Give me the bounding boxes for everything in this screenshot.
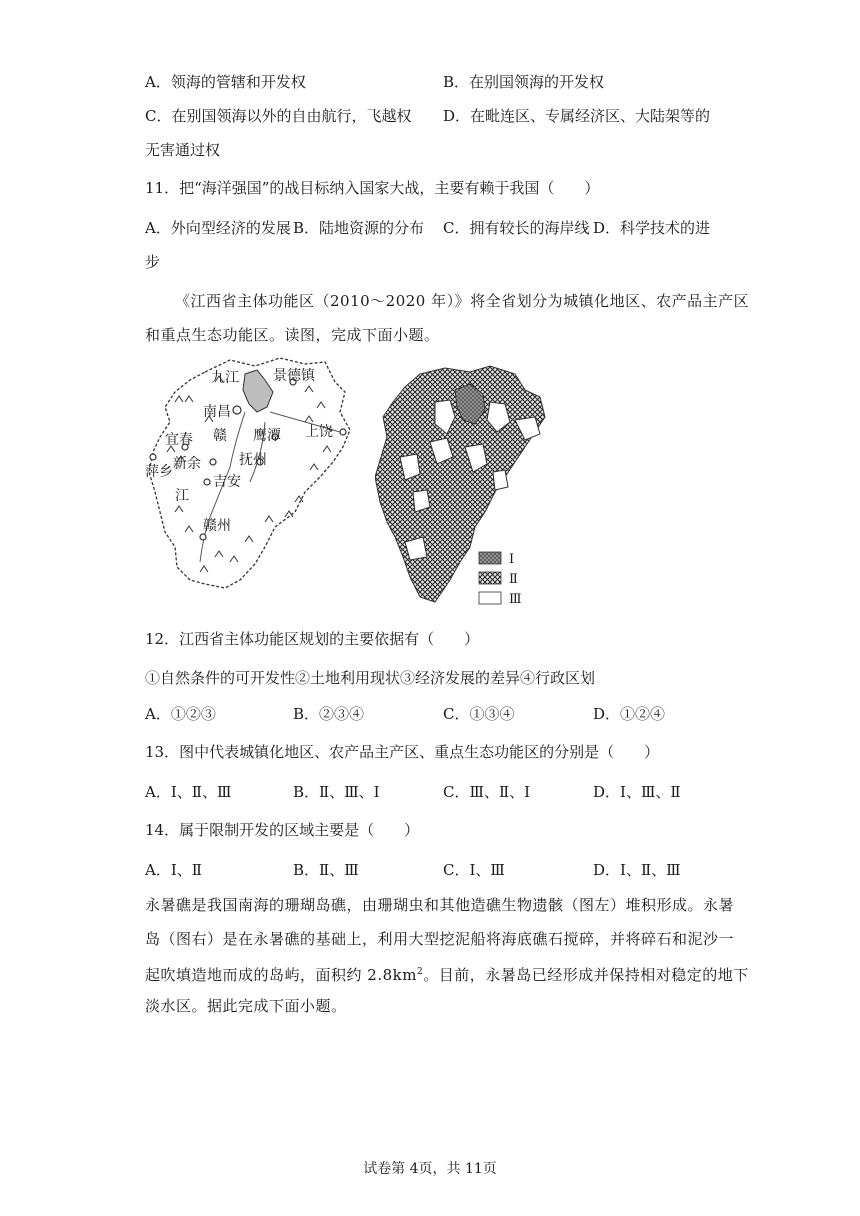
q11-option-a: A．外向型经济的发展 bbox=[145, 219, 291, 237]
legend-label-iii: Ⅲ bbox=[509, 592, 522, 607]
map-label-jiang: 江 bbox=[175, 488, 189, 504]
q12-option-b: B．②③④ bbox=[293, 705, 365, 723]
q13-option-a: A．Ⅰ、Ⅱ、Ⅲ bbox=[145, 783, 232, 801]
q12-option-d: D．①②④ bbox=[593, 705, 666, 723]
passage1-line1: 《江西省主体功能区（2010～2020 年）》将全省划分为城镇化地区、农产品主产区 bbox=[175, 292, 750, 310]
q14-option-b: B．Ⅱ、Ⅲ bbox=[293, 861, 359, 879]
q13-option-b: B．Ⅱ、Ⅲ、Ⅰ bbox=[293, 783, 380, 801]
city-label-xinyu: 新余 bbox=[173, 456, 201, 472]
area-unit-superscript: 2 bbox=[416, 967, 424, 977]
city-label-fuzhou: 抚州 bbox=[239, 452, 267, 468]
q10-option-b: B．在别国领海的开发权 bbox=[443, 73, 605, 91]
q11-stem: 11．把“海洋强国”的战目标纳入国家大战，主要有赖于我国（ ） bbox=[145, 179, 600, 197]
city-label-jiujiang: 九江 bbox=[211, 370, 239, 386]
jiangxi-cities-map bbox=[145, 352, 360, 600]
city-label-pingxiang: 萍乡 bbox=[145, 464, 173, 480]
city-label-yichun: 宜春 bbox=[165, 432, 193, 448]
q14-option-a: A．Ⅰ、Ⅱ bbox=[145, 861, 202, 879]
city-label-jingdezhen: 景德镇 bbox=[273, 368, 315, 384]
q11-option-d-continued: 步 bbox=[145, 253, 161, 271]
q12-option-c: C．①③④ bbox=[443, 705, 515, 723]
city-label-ganzhou: 赣州 bbox=[203, 518, 231, 534]
q11-option-c: C．拥有较长的海岸线 bbox=[443, 219, 590, 237]
q13-option-c: C．Ⅲ、Ⅱ、Ⅰ bbox=[443, 783, 531, 801]
q12-items: ①自然条件的可开发性②土地利用现状③经济发展的差异④行政区划 bbox=[145, 669, 596, 687]
passage2-line2: 岛（图右）是在永暑礁的基础上，利用大型挖泥船将海底礁石搅碎，并将碎石和泥沙一 bbox=[145, 930, 735, 948]
passage1-line2: 和重点生态功能区。读图，完成下面小题。 bbox=[145, 326, 440, 344]
passage2-line3-part2: 。目前，永暑岛已经形成并保持相对稳定的地下 bbox=[423, 966, 749, 984]
map-label-gan: 赣 bbox=[213, 428, 227, 444]
legend-label-i: Ⅰ bbox=[509, 552, 515, 567]
city-label-jian: 吉安 bbox=[213, 474, 241, 490]
q11-option-b: B．陆地资源的分布 bbox=[293, 219, 425, 237]
q14-option-c: C．Ⅰ、Ⅲ bbox=[443, 861, 505, 879]
passage2-line3 bbox=[145, 962, 749, 985]
legend-label-ii: Ⅱ bbox=[509, 572, 518, 587]
q13-stem: 13．图中代表城镇化地区、农产品主产区、重点生态功能区的分别是（ ） bbox=[145, 743, 660, 761]
legend-swatch-ii bbox=[479, 572, 501, 584]
passage2-line3-part1: 起吹填造地而成的岛屿，面积约 2.8km bbox=[145, 966, 417, 984]
page-footer: 试卷第 4页，共 11页 bbox=[363, 1161, 497, 1177]
q11-option-d: D．科学技术的进 bbox=[593, 219, 711, 237]
passage2-line1: 永暑礁是我国南海的珊瑚岛礁，由珊瑚虫和其他造礁生物遗骸（图左）堆积形成。永暑 bbox=[145, 896, 735, 914]
q12-stem: 12．江西省主体功能区规划的主要依据有（ ） bbox=[145, 630, 480, 648]
legend-swatch-iii bbox=[479, 592, 501, 604]
city-label-shangrao: 上饶 bbox=[305, 424, 333, 440]
q10-option-d-continued: 无害通过权 bbox=[145, 141, 221, 159]
q14-option-d: D．Ⅰ、Ⅱ、Ⅲ bbox=[593, 861, 681, 879]
city-label-nanchang: 南昌 bbox=[203, 404, 231, 420]
q10-option-c: C．在别国领海以外的自由航行，飞越权 bbox=[145, 107, 412, 125]
q10-option-d: D．在毗连区、专属经济区、大陆架等的 bbox=[443, 107, 711, 125]
passage2-line4: 淡水区。据此完成下面小题。 bbox=[145, 997, 347, 1015]
q13-option-d: D．Ⅰ、Ⅲ、Ⅱ bbox=[593, 783, 681, 801]
city-label-yingtan: 鹰潭 bbox=[253, 428, 281, 444]
jiangxi-function-zone-map bbox=[375, 362, 560, 610]
q10-option-a: A．领海的管辖和开发权 bbox=[145, 73, 306, 91]
q14-stem: 14．属于限制开发的区域主要是（ ） bbox=[145, 821, 420, 839]
legend-swatch-i bbox=[479, 552, 501, 564]
q12-option-a: A．①②③ bbox=[145, 705, 216, 723]
